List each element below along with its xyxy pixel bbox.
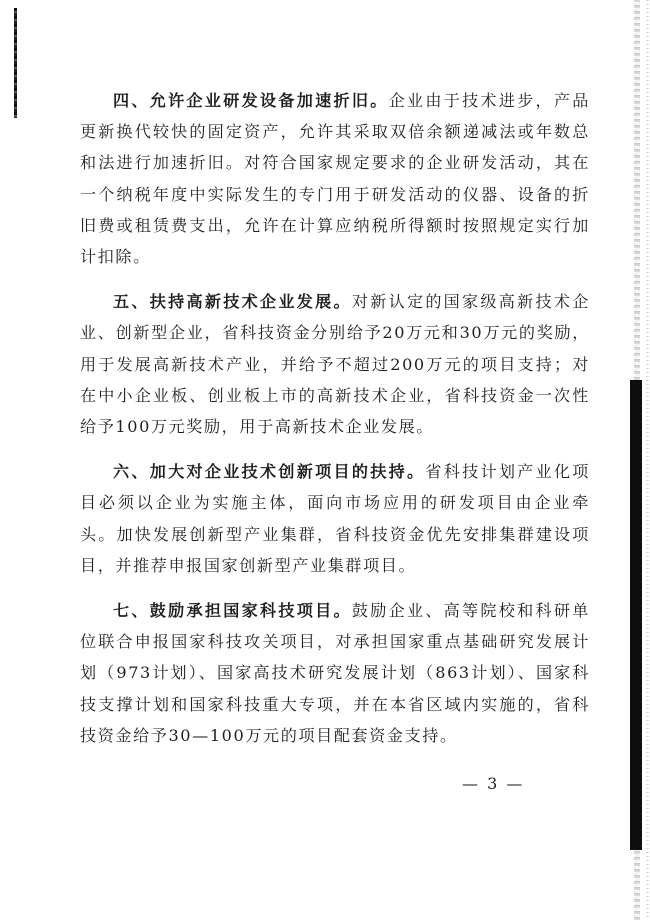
paragraph-text: 省科技计划产业化项目必须以企业为实施主体，面向市场应用的研发项目由企业牵头。加快发展创新型产业集群，省科技资金优先安排集群建设项目，并推荐申报国家创新型产业集群项目。 [80, 462, 590, 575]
scan-edge-noise [646, 0, 649, 920]
document-body [80, 85, 590, 763]
paragraph-7 [80, 595, 590, 751]
paragraph-4 [80, 85, 590, 272]
paragraph-text: 企业由于技术进步，产品更新换代较快的固定资产，允许其采取双倍余额递减法或年数总和法进行加速折旧。对符合国家规定要求的企业研发活动，其在一个纳税年度中实际发生的专门用于研发活动的仪器、设备的折旧费或租赁费支出，允许在计算应纳税所得额时按照规定实行加计扣除。 [80, 91, 590, 267]
paragraph-6 [80, 456, 590, 581]
paragraph-5 [80, 286, 590, 442]
scan-edge-mark [14, 8, 17, 118]
paragraph-heading: 五、扶持高新技术企业发展。 [113, 292, 352, 312]
paragraph-heading: 七、鼓励承担国家科技项目。 [113, 601, 352, 621]
paragraph-text: 鼓励企业、高等院校和科研单位联合申报国家科技攻关项目，对承担国家重点基础研究发展计划（973计划）、国家高技术研究发展计划（863计划）、国家科技支撑计划和国家科技重大专项，并在本省区域内实施的，省科技资金给予30—100万元的项目配套资金支持。 [80, 601, 590, 745]
page-number: — 3 — [462, 774, 525, 793]
paragraph-heading: 四、允许企业研发设备加速折旧。 [113, 91, 389, 110]
paragraph-text: 对新认定的国家级高新技术企业、创新型企业，省科技资金分别给予20万元和30万元的奖励，用于发展高新技术产业，并给予不超过200万元的项目支持；对在中小企业板、创业板上市的高新技术企业，省科技资金一次性给予100万元奖励，用于高新技术企业发展。 [80, 292, 590, 437]
binding-shadow [630, 380, 642, 850]
paragraph-heading: 六、加大对企业技术创新项目的扶持。 [113, 462, 426, 482]
